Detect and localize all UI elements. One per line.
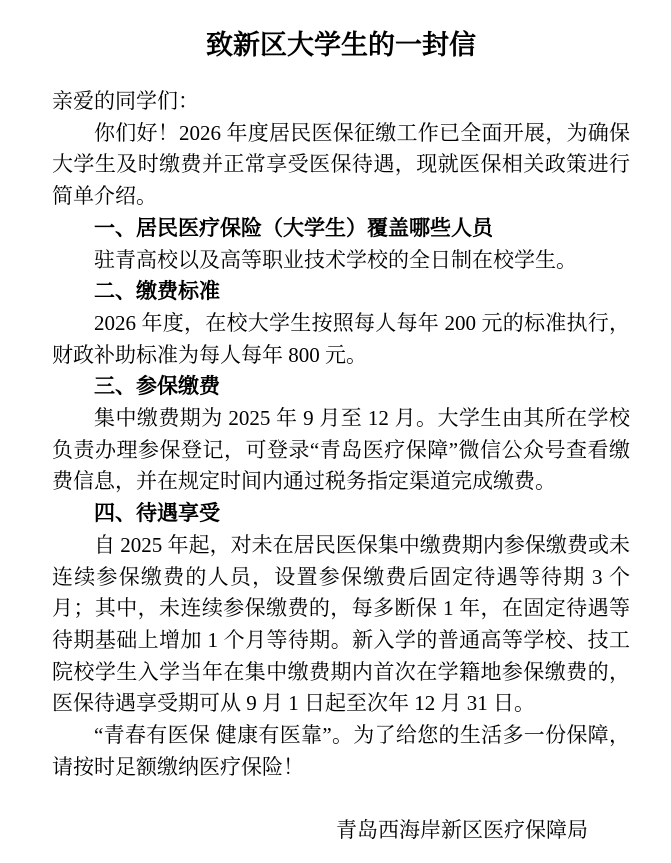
salutation: 亲爱的同学们： bbox=[52, 89, 199, 113]
section-2-heading: 二、缴费标准 bbox=[94, 280, 220, 304]
section-4-heading: 四、待遇享受 bbox=[94, 502, 220, 526]
section-3-paragraph: 集中缴费期为 2025 年 9 月至 12 月。大学生由其所在学校负责办理参保登记，可登录“青岛医疗保障”微信公众号查看缴费信息，并在规定时间内通过税务指定渠道完成缴费。 bbox=[52, 406, 630, 494]
section-4-paragraph: 自 2025 年起，对未在居民医保集中缴费期内参保缴费或未连续参保缴费的人员，设置参保缴费后固定待遇等待期 3 个月；其中，未连续参保缴费的，每多断保 1 年，在固定待遇等待期基础上增加 1 个月等待期。新入学的普通高等学校、技工院校学生入学当年在集中缴费期内首次在学籍地参保缴费的，医保待遇享受期可从 9 月 1 日起至次年 12 月 31 日。 bbox=[52, 532, 630, 716]
closing-paragraph: “青春有医保 健康有医靠”。为了给您的生活多一份保障，请按时足额缴纳医疗保险！ bbox=[52, 723, 630, 779]
section-1-heading: 一、居民医疗保险（大学生）覆盖哪些人员 bbox=[94, 216, 493, 240]
section-2-paragraph: 2026 年度，在校大学生按照每人每年 200 元的标准执行，财政补助标准为每人每年 800 元。 bbox=[52, 310, 630, 367]
intro-paragraph: 你们好！2026 年度居民医保征缴工作已全面开展，为确保大学生及时缴费并正常享受医保待遇，现就医保相关政策进行简单介绍。 bbox=[52, 120, 630, 209]
signature: 青岛西海岸新区医疗保障局 bbox=[336, 818, 588, 843]
section-3-heading: 三、参保缴费 bbox=[94, 375, 220, 399]
section-1-paragraph: 驻青高校以及高等职业技术学校的全日制在校学生。 bbox=[94, 247, 577, 272]
document-title: 致新区大学生的一封信 bbox=[206, 30, 476, 60]
